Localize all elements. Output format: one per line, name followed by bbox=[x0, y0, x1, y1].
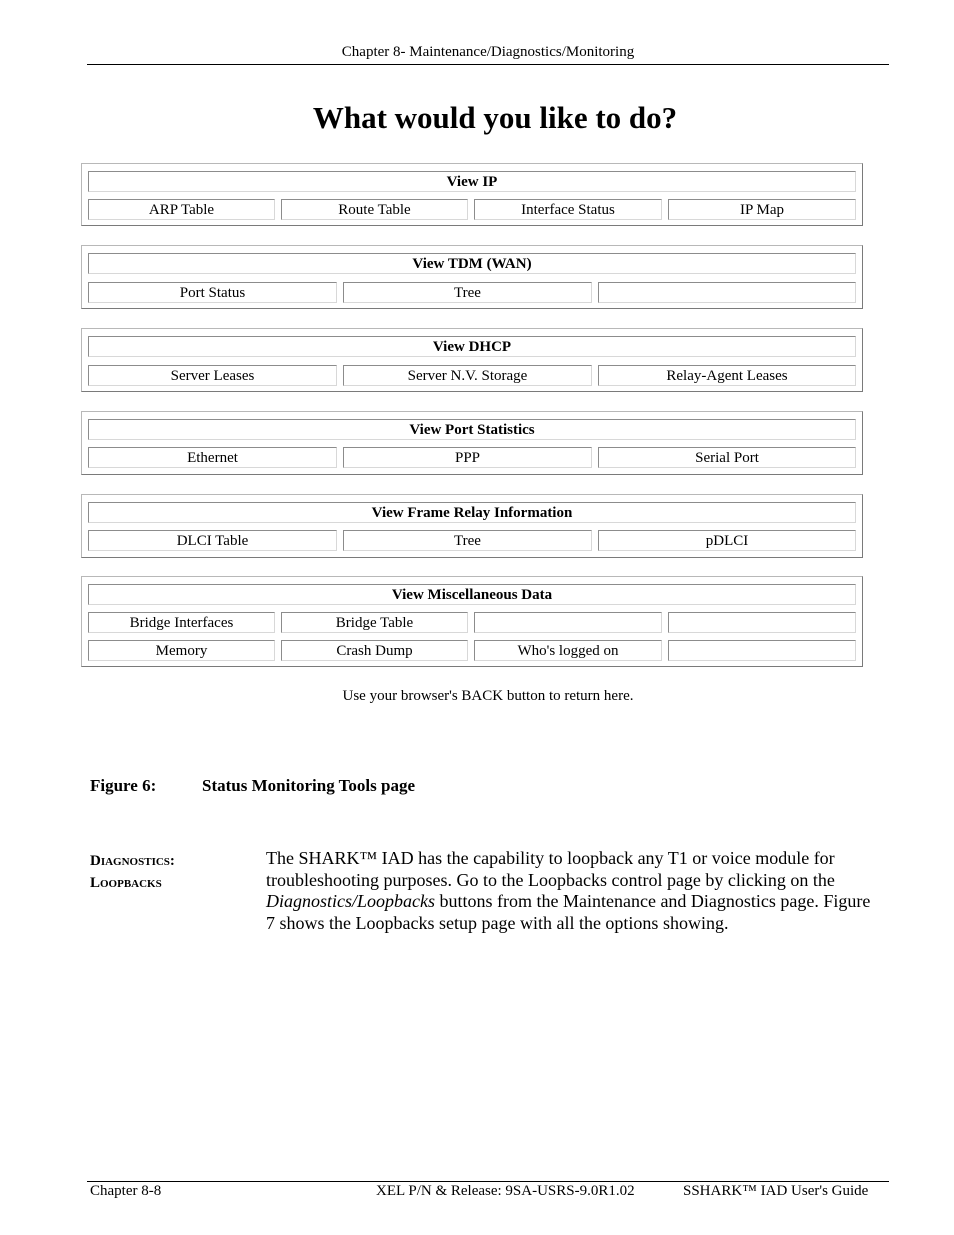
figure-number: Figure 6: bbox=[90, 776, 157, 795]
back-note: Use your browser's BACK button to return here. bbox=[342, 688, 634, 704]
footer-middle: XEL P/N & Release: 9SA-USRS-9.0R1.02 bbox=[376, 1183, 635, 1199]
misc-empty-button-1[interactable] bbox=[474, 612, 662, 633]
panel-header-view-port-statistics: View Port Statistics bbox=[88, 419, 856, 440]
section-body bbox=[266, 848, 876, 934]
misc-empty-button-2[interactable] bbox=[668, 612, 856, 633]
serial-port-button[interactable]: Serial Port bbox=[598, 447, 856, 468]
server-nv-storage-button[interactable]: Server N.V. Storage bbox=[343, 365, 592, 386]
panel-header-view-frame-relay: View Frame Relay Information bbox=[88, 502, 856, 523]
section-label bbox=[90, 850, 250, 894]
panel-view-tdm bbox=[81, 245, 863, 309]
panel-header-view-dhcp: View DHCP bbox=[88, 336, 856, 357]
footer-right: SSHARK™ IAD User's Guide bbox=[683, 1183, 869, 1199]
tdm-tree-button[interactable]: Tree bbox=[343, 282, 592, 303]
footer-rule bbox=[87, 1181, 889, 1182]
panel-view-dhcp bbox=[81, 328, 863, 392]
arp-table-button[interactable]: ARP Table bbox=[88, 199, 275, 220]
relay-agent-leases-button[interactable]: Relay-Agent Leases bbox=[598, 365, 856, 386]
server-leases-button[interactable]: Server Leases bbox=[88, 365, 337, 386]
interface-status-button[interactable]: Interface Status bbox=[474, 199, 662, 220]
page-title: What would you like to do? bbox=[312, 100, 678, 135]
ppp-button[interactable]: PPP bbox=[343, 447, 592, 468]
ethernet-button[interactable]: Ethernet bbox=[88, 447, 337, 468]
header-rule bbox=[87, 64, 889, 65]
figure-title: Status Monitoring Tools page bbox=[202, 776, 416, 795]
tdm-empty-button[interactable] bbox=[598, 282, 856, 303]
running-head: Chapter 8- Maintenance/Diagnostics/Monitoring bbox=[341, 44, 635, 60]
section-body-italic: Diagnostics/Loopbacks bbox=[266, 891, 435, 911]
section-label-line-1: Diagnostics: bbox=[90, 853, 175, 869]
port-status-button[interactable]: Port Status bbox=[88, 282, 337, 303]
ip-map-button[interactable]: IP Map bbox=[668, 199, 856, 220]
dlci-table-button[interactable]: DLCI Table bbox=[88, 530, 337, 551]
panel-view-misc bbox=[81, 576, 863, 667]
section-body-text-2: buttons from the Maintenance and Diagnostics page. Figure 7 shows the Loopbacks setup page with all the options showing. bbox=[266, 891, 871, 933]
bridge-interfaces-button[interactable]: Bridge Interfaces bbox=[88, 612, 275, 633]
memory-button[interactable]: Memory bbox=[88, 640, 275, 661]
panel-header-view-misc: View Miscellaneous Data bbox=[88, 584, 856, 605]
misc-empty-button-3[interactable] bbox=[668, 640, 856, 661]
bridge-table-button[interactable]: Bridge Table bbox=[281, 612, 468, 633]
panel-header-view-tdm: View TDM (WAN) bbox=[88, 253, 856, 274]
footer-left: Chapter 8-8 bbox=[90, 1183, 162, 1199]
route-table-button[interactable]: Route Table bbox=[281, 199, 468, 220]
crash-dump-button[interactable]: Crash Dump bbox=[281, 640, 468, 661]
section-label-line-2: Loopbacks bbox=[90, 875, 162, 891]
panel-view-port-statistics bbox=[81, 411, 863, 475]
panel-view-ip bbox=[81, 163, 863, 226]
section-body-text-1: The SHARK™ IAD has the capability to loopback any T1 or voice module for troubleshooting purposes. Go to the Loopbacks control page by clicking on the bbox=[266, 848, 835, 890]
pdlci-button[interactable]: pDLCI bbox=[598, 530, 856, 551]
whos-logged-on-button[interactable]: Who's logged on bbox=[474, 640, 662, 661]
panel-view-frame-relay bbox=[81, 494, 863, 558]
panel-header-view-ip: View IP bbox=[88, 171, 856, 192]
frame-relay-tree-button[interactable]: Tree bbox=[343, 530, 592, 551]
